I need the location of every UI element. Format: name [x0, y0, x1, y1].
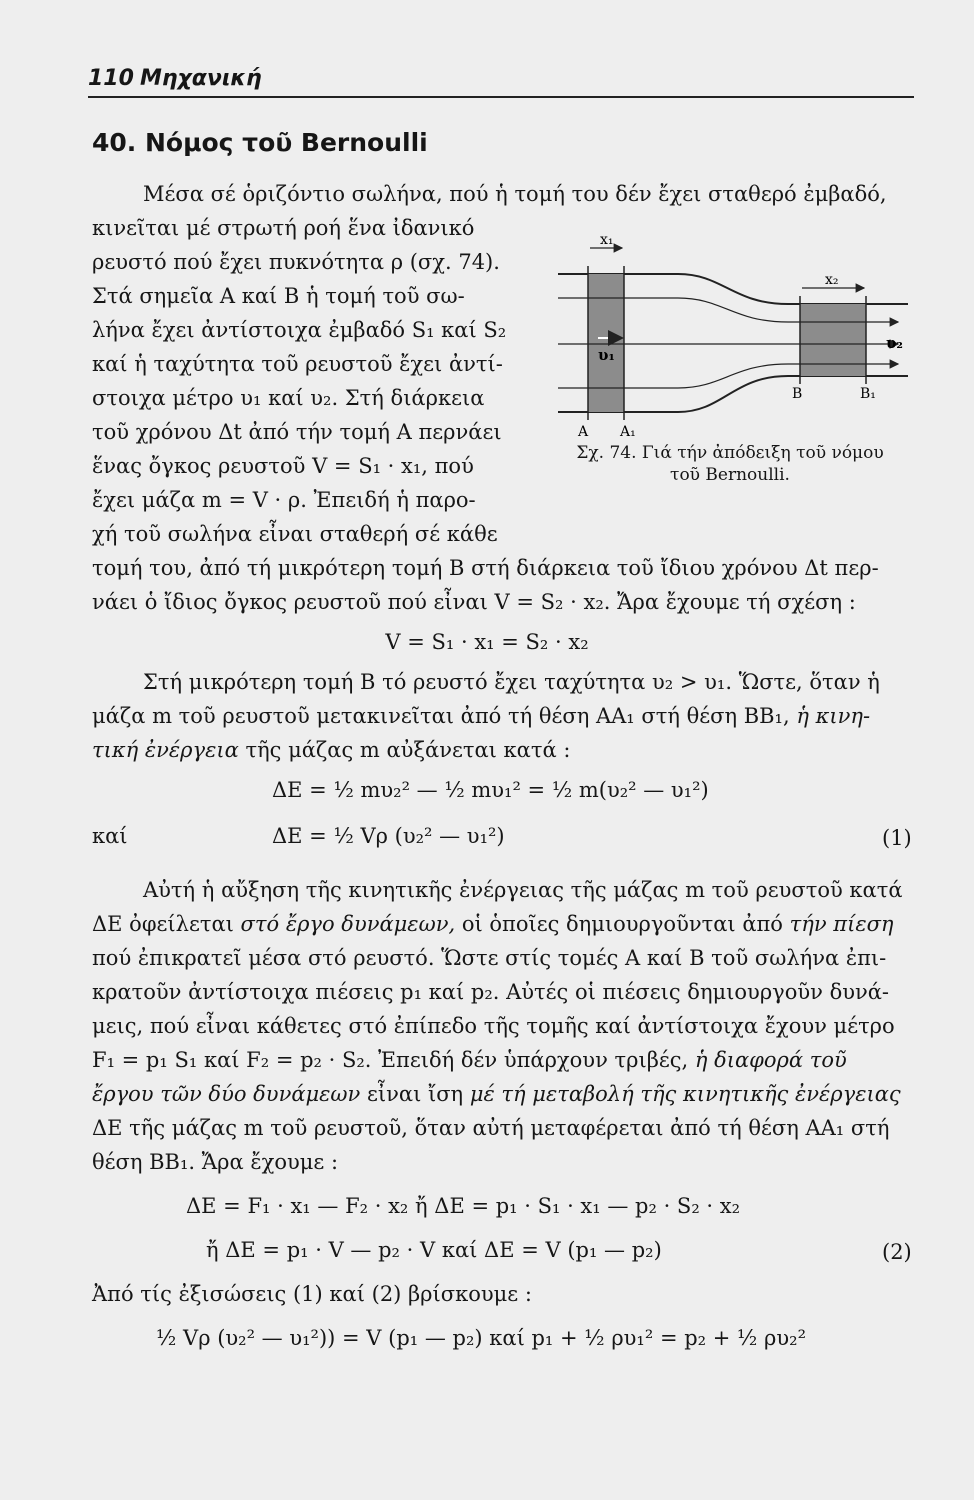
- text-line: νάει ὁ ἴδιος ὄγκος ρευστοῦ πού εἶναι V = S₂ · x₂. Ἄρα ἔχουμε τή σχέση :: [92, 590, 856, 614]
- label-B1: Β₁: [860, 386, 876, 402]
- text-line: πού ἐπικρατεῖ μέσα στό ρευστό. Ὥστε στίς τομές Α καί Β τοῦ σωλήνα ἐπι-: [92, 946, 887, 970]
- text-line: ρευστό πού ἔχει πυκνότητα ρ (σχ. 74).: [92, 250, 500, 274]
- label-B: Β: [792, 386, 803, 402]
- text-line: Στή μικρότερη τομή Β τό ρευστό ἔχει ταχύτητα υ₂ > υ₁. Ὥστε, ὅταν ἡ: [143, 670, 880, 694]
- text-line-with-emphasis: [92, 1080, 901, 1108]
- fluid-volume-b: [800, 304, 866, 376]
- text-line-with-emphasis: [92, 1046, 847, 1074]
- label-x2: x₂: [825, 272, 839, 288]
- text-line: τομή του, ἀπό τή μικρότερη τομή Β στή διάρκεια τοῦ ἴδιου χρόνου Δt περ-: [92, 556, 879, 580]
- equation-2: ἤ ΔΕ = p₁ · V — p₂ · V καί ΔΕ = V (p₁ — p₂): [206, 1238, 662, 1262]
- text-line: κινεῖται μέ στρωτή ροή ἕνα ἰδανικό: [92, 216, 475, 240]
- label-A1: Α₁: [620, 424, 636, 440]
- text-span: F₁ = p₁ S₁ καί F₂ = p₂ · S₂. Ἐπειδή δέν ὑπάρχουν τριβές,: [92, 1048, 689, 1072]
- caption-line: τοῦ Bernoulli.: [670, 465, 790, 485]
- emphasis-span: ἡ κινη-: [796, 704, 871, 728]
- text-line: ἕνας ὄγκος ρευστοῦ V = S₁ · x₁, πού: [92, 454, 474, 478]
- text-line: Αὐτή ἡ αὔξηση τῆς κινητικῆς ἐνέργειας τῆς μάζας m τοῦ ρευστοῦ κατά: [143, 878, 903, 902]
- emphasis-span: μέ τή μεταβολή τῆς κινητικῆς ἐνέργειας: [469, 1082, 901, 1106]
- emphasis-span: στό ἔργο δυνάμεων,: [240, 912, 456, 936]
- equation-1: ΔΕ = ½ Vρ (υ₂² — υ₁²): [272, 824, 505, 848]
- text-line-with-emphasis: [92, 736, 570, 764]
- equation-kinetic-energy: ΔΕ = ½ mυ₂² — ½ mυ₁² = ½ m(υ₂² — υ₁²): [272, 778, 709, 802]
- text-line: τοῦ χρόνου Δt ἀπό τήν τομή Α περνάει: [92, 420, 502, 444]
- text-line: μεις, πού εἶναι κάθετες στό ἐπίπεδο τῆς τομῆς καί ἀντίστοιχα ἔχουν μέτρο: [92, 1014, 895, 1038]
- text-line: καί: [92, 824, 128, 848]
- equation-volume: V = S₁ · x₁ = S₂ · x₂: [385, 630, 589, 654]
- text-line: στοιχα μέτρο υ₁ καί υ₂. Στή διάρκεια: [92, 386, 485, 410]
- figure-74-pipe-diagram: [548, 226, 918, 466]
- text-line: ΔΕ τῆς μάζας m τοῦ ρευστοῦ, ὅταν αὐτή μεταφέρεται ἀπό τή θέση ΑΑ₁ στή: [92, 1116, 890, 1140]
- label-v1: υ₁: [598, 346, 615, 364]
- emphasis-span: τική ἐνέργεια: [92, 738, 239, 762]
- text-line: Ἀπό τίς ἐξισώσεις (1) καί (2) βρίσκουμε :: [92, 1282, 532, 1306]
- label-v2: υ₂: [886, 334, 903, 352]
- page-number: 110: [88, 66, 134, 91]
- text-span: οἱ ὁποῖες δημιουργοῦνται ἀπό: [461, 912, 783, 936]
- text-line: Μέσα σέ ὁριζόντιο σωλήνα, πού ἡ τομή του δέν ἔχει σταθερό ἐμβαδό,: [143, 182, 887, 206]
- emphasis-span: τήν πίεση: [789, 912, 894, 936]
- text-line: χή τοῦ σωλήνα εἶναι σταθερή σέ κάθε: [92, 522, 498, 546]
- text-line: Στά σημεῖα Α καί Β ἡ τομή τοῦ σω-: [92, 284, 465, 308]
- equation-number-2: (2): [882, 1240, 912, 1264]
- emphasis-span: ἔργου τῶν δύο δυνάμεων: [92, 1082, 361, 1106]
- equation-number-1: (1): [882, 826, 912, 850]
- section-title: 40. Νόμος τοῦ Bernoulli: [92, 128, 428, 157]
- text-line: λήνα ἔχει ἀντίστοιχα ἐμβαδό S₁ καί S₂: [92, 318, 507, 342]
- text-span: τῆς μάζας m αὐξάνεται κατά :: [245, 738, 571, 762]
- header-rule: [88, 96, 914, 98]
- figure-caption: [560, 442, 900, 486]
- emphasis-span: ἡ διαφορά τοῦ: [694, 1048, 847, 1072]
- page-header: [88, 66, 914, 96]
- caption-line: Σχ. 74. Γιά τήν ἀπόδειξη τοῦ νόμου: [576, 443, 884, 463]
- text-line: κρατοῦν ἀντίστοιχα πιέσεις p₁ καί p₂. Αὐτές οἱ πιέσεις δημιουργοῦν δυνά-: [92, 980, 890, 1004]
- text-span: ΔΕ ὀφείλεται: [92, 912, 234, 936]
- text-line: καί ἡ ταχύτητα τοῦ ρευστοῦ ἔχει ἀντί-: [92, 352, 503, 376]
- text-line: θέση ΒΒ₁. Ἄρα ἔχουμε :: [92, 1150, 339, 1174]
- text-line: ἔχει μάζα m = V · ρ. Ἐπειδή ἡ παρο-: [92, 488, 476, 512]
- text-span: μάζα m τοῦ ρευστοῦ μετακινεῖται ἀπό τή θέση ΑΑ₁ στή θέση ΒΒ₁,: [92, 704, 790, 728]
- equation-work: ΔΕ = F₁ · x₁ — F₂ · x₂ ἤ ΔΕ = p₁ · S₁ · x₁ — p₂ · S₂ · x₂: [186, 1194, 741, 1218]
- text-line-with-emphasis: [92, 702, 870, 730]
- label-A: Α: [578, 424, 589, 440]
- equation-bernoulli: ½ Vρ (υ₂² — υ₁²)) = V (p₁ — p₂) καί p₁ + ½ ρυ₁² = p₂ + ½ ρυ₂²: [156, 1326, 807, 1350]
- label-x1: x₁: [600, 232, 614, 248]
- fluid-volume-a: [588, 274, 624, 412]
- running-title: Μηχανική: [140, 66, 262, 91]
- text-line-with-emphasis: [92, 910, 894, 938]
- text-span: εἶναι ἴση: [367, 1082, 464, 1106]
